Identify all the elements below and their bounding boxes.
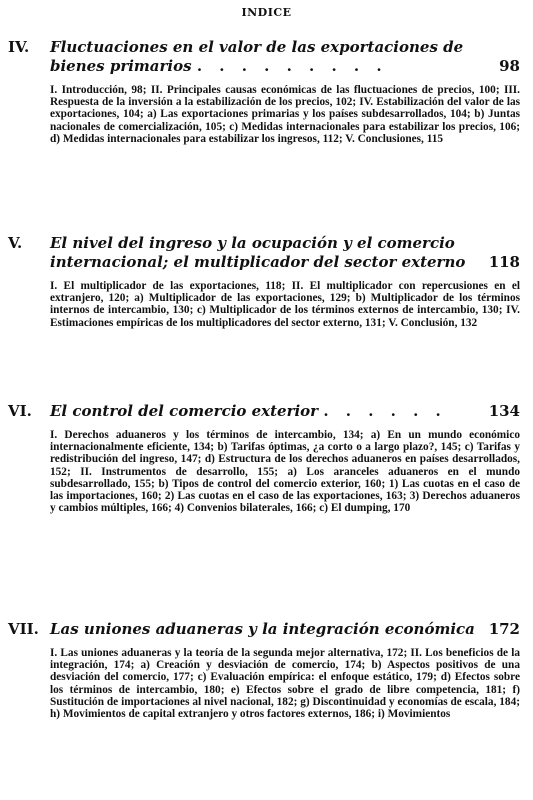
- chapter-contents: I. El multiplicador de las exportaciones, 118; II. El multiplicador con repercusiones en el extranjero, 120; a) Multiplicador de las exportaciones, 129; b) Multiplicador de los términos internos de intercambio, 130; c) Multiplicador de los términos externos de intercambio, 130; IV. Estimaciones empíricas de los multiplicadores del sector externo, 131; V. Conclusión, 132: [50, 280, 520, 329]
- dot-leader: . . . . . . . . .: [196, 57, 388, 75]
- chapter-page-number: 134: [488, 402, 520, 420]
- chapter-page-number: 118: [488, 253, 520, 271]
- chapter-title: El control del comercio exterior: [50, 402, 319, 420]
- chapter-entry: [8, 234, 520, 329]
- chapter-heading: [8, 620, 520, 639]
- chapter-number: VI.: [8, 402, 32, 420]
- chapter-heading: [8, 234, 520, 272]
- chapter-contents: I. Derechos aduaneros y los términos de intercambio, 134; a) En un mundo económico internacionalmente eficiente, 134; b) Tarifas óptimas, ¿a corto o a largo plazo?, 145; c) Tarifas y redistribución del ingreso, 147; d) Estructura de los derechos aduaneros en países desarrollados, 152; II. Instrumentos de desarrollo, 155; a) Los aranceles aduaneros en el mundo subdesarrollado, 155; b) Tipos de control del comercio exterior, 160; 1) Las cuotas en el caso de las importaciones, 160; 2) Las cuotas en el caso de las exportaciones, 163; 3) Derechos aduaneros y cambios múltiples, 166; 4) Convenios bilaterales, 166; c) El dumping, 170: [50, 429, 520, 515]
- chapter-number: V.: [8, 234, 23, 252]
- chapter-number: IV.: [8, 38, 30, 56]
- chapter-heading: [8, 38, 520, 76]
- chapter-entry: [8, 620, 520, 720]
- chapter-title: Las uniones aduaneras y la integración económica: [50, 620, 475, 638]
- chapter-entry: [8, 402, 520, 514]
- chapter-contents: I. Las uniones aduaneras y la teoría de la segunda mejor alternativa, 172; II. Los beneficios de la integración, 174; a) Creación y desviación de comercio, 174; b) Aspectos positivos de una desviación del comercio, 177; c) Evaluación empírica: el enfoque estático, 179; d) Efectos sobre los términos de intercambio, 180; e) Efectos sobre el grado de libre competencia, 181; f) Sustitución de importaciones al nivel nacional, 182; g) Discontinuidad y economías de escala, 184; h) Movimientos de capital extranjero y otros factores externos, 186; i) Movimientos: [50, 647, 520, 721]
- chapter-number: VII.: [8, 620, 39, 638]
- page-header: INDICE: [241, 6, 292, 19]
- dot-leader: . . . . . .: [323, 402, 447, 420]
- chapter-title: El nivel del ingreso y la ocupación y el comercio internacional; el multiplicador del sector externo: [50, 234, 466, 271]
- chapter-page-number: 98: [499, 57, 520, 75]
- chapter-contents: I. Introducción, 98; II. Principales causas económicas de las fluctuaciones de precios, 100; III. Respuesta de la inversión a la estabilización de los precios, 102; IV. Estabilización del valor de las exportaciones, 104; a) Las exportaciones primarias y los países subdesarrollados, 104; b) Juntas nacionales de comercialización, 105; c) Medidas internacionales para estabilizar los precios, 106; d) Medidas internacionales para estabilizar los ingresos, 112; V. Conclusiones, 115: [50, 84, 520, 145]
- chapter-heading: [8, 402, 520, 421]
- chapter-page-number: 172: [488, 620, 520, 638]
- chapter-entry: [8, 38, 520, 145]
- chapter-title: Fluctuaciones en el valor de las exportaciones de bienes primarios: [50, 38, 464, 75]
